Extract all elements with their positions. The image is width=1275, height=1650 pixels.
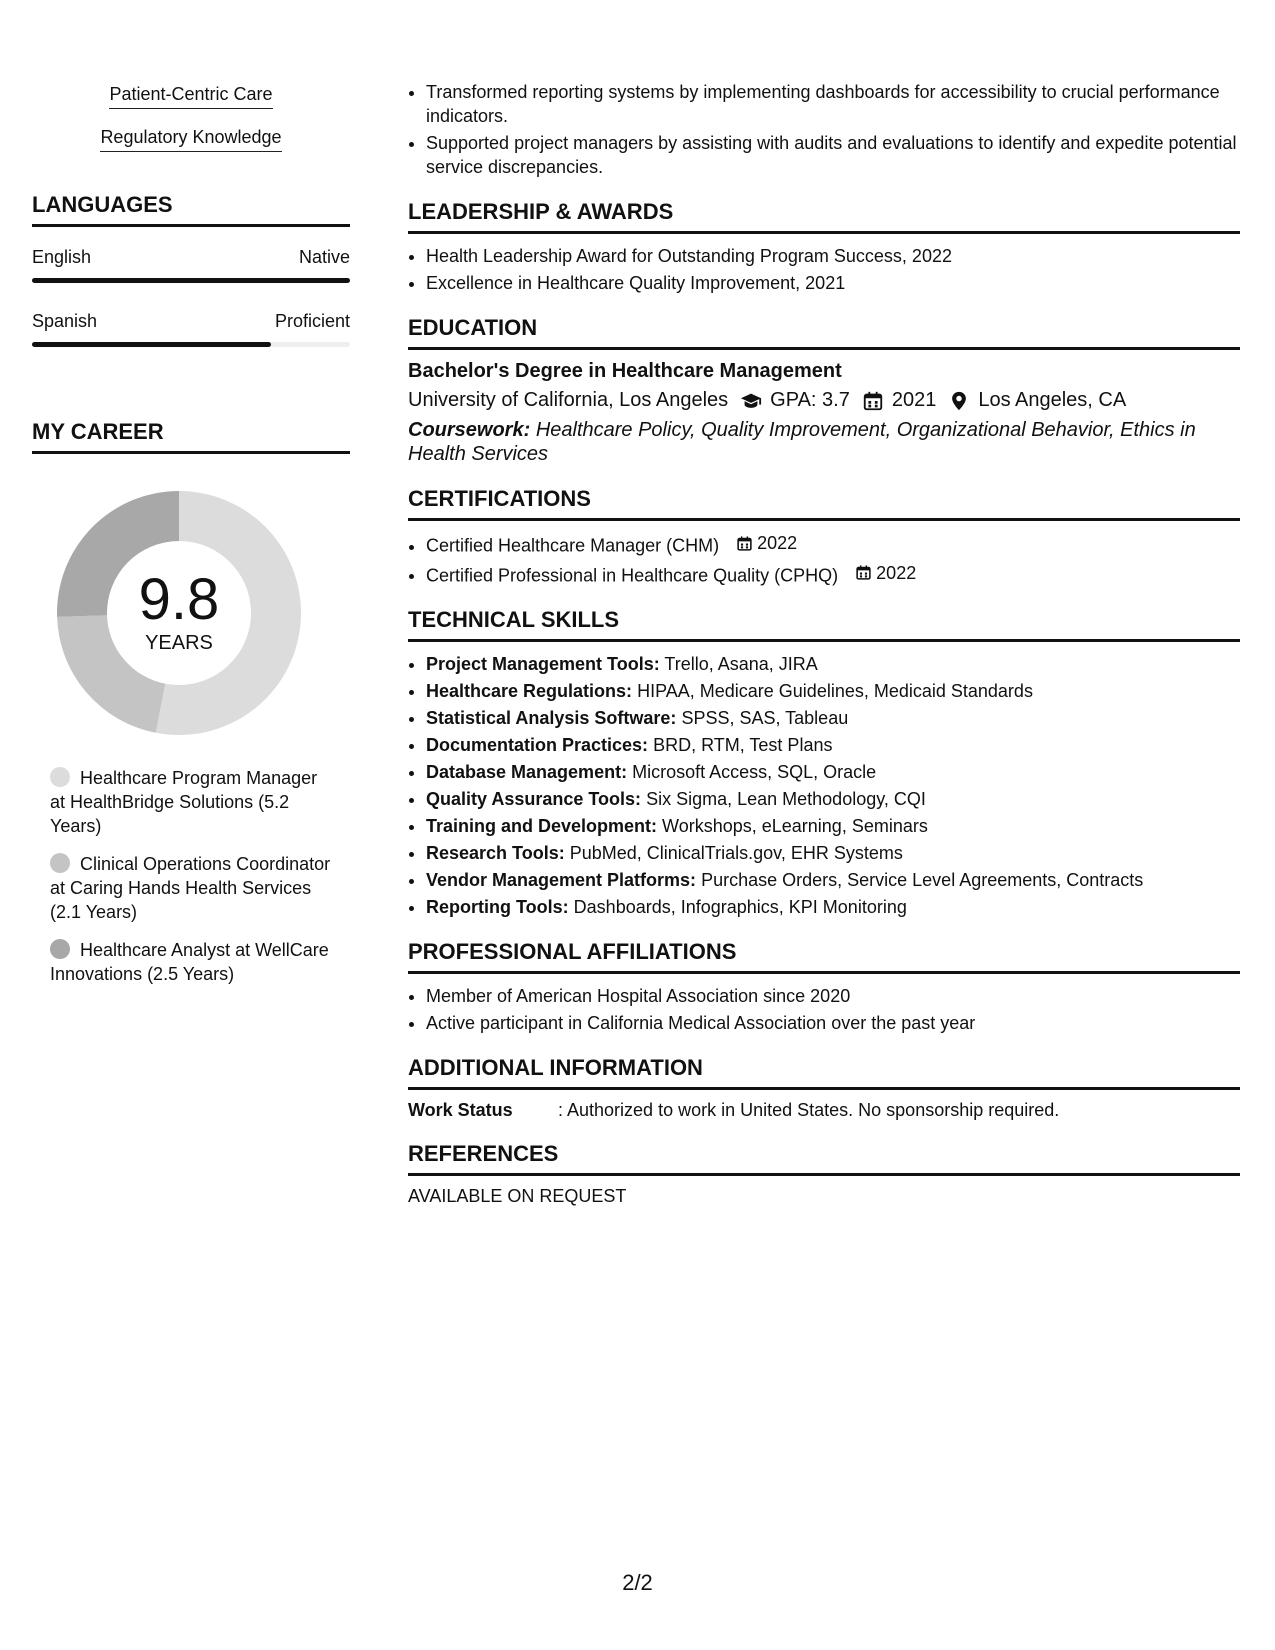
career-donut-chart	[54, 488, 304, 738]
work-status-row	[408, 1100, 1240, 1121]
list-item	[426, 787, 1240, 811]
career-legend	[50, 766, 335, 986]
career-legend-item	[50, 852, 335, 924]
career-legend-text: Clinical Operations Coordinator at Caring Hands Health Services (2.1 Years)	[50, 854, 331, 922]
list-item	[426, 733, 1240, 757]
skill-label: Database Management:	[426, 762, 628, 782]
skill-value: Purchase Orders, Service Level Agreements, Contracts	[701, 870, 1144, 890]
list-item: • Supported project managers by assisting with audits and evaluations to identify and expedite potential service discrepancies.	[426, 131, 1240, 179]
skill-value: Six Sigma, Lean Methodology, CQI	[646, 789, 926, 809]
list-item: • Health Leadership Award for Outstanding Program Success, 2022	[426, 244, 1240, 268]
language-item	[32, 247, 350, 283]
list-item	[426, 868, 1240, 892]
list-item	[426, 679, 1240, 703]
skill-label: Statistical Analysis Software:	[426, 708, 677, 728]
leadership-heading: LEADERSHIP & AWARDS	[408, 199, 1240, 234]
certifications-list	[408, 531, 1240, 587]
calendar-icon	[736, 535, 753, 552]
skill-label: Training and Development:	[426, 816, 658, 836]
education-year: 2021	[891, 389, 937, 411]
skill-value: BRD, RTM, Test Plans	[653, 735, 833, 755]
work-status-value: : Authorized to work in United States. No sponsorship required.	[558, 1100, 1060, 1120]
technical-skills-list	[408, 652, 1240, 919]
skill-label: Quality Assurance Tools:	[426, 789, 642, 809]
affiliations-heading: PROFESSIONAL AFFILIATIONS	[408, 939, 1240, 974]
skill-value: SPSS, SAS, Tableau	[681, 708, 849, 728]
skill-value: PubMed, ClinicalTrials.gov, EHR Systems	[569, 843, 903, 863]
education-gpa: GPA: 3.7	[770, 389, 850, 411]
legend-dot-icon	[50, 939, 70, 959]
page-number: 2/2	[622, 1570, 653, 1595]
certification-name: Certified Healthcare Manager (CHM)	[426, 535, 720, 556]
calendar-icon	[862, 390, 884, 412]
education-coursework	[408, 418, 1240, 466]
skill-tag	[32, 84, 350, 109]
references-heading: REFERENCES	[408, 1141, 1240, 1176]
career-legend-item	[50, 938, 335, 986]
career-legend-item	[50, 766, 335, 838]
skill-tag	[32, 127, 350, 152]
experience-bullets	[408, 80, 1240, 179]
certification-name: Certified Professional in Healthcare Quality (CPHQ)	[426, 565, 839, 585]
skill-label: Documentation Practices:	[426, 735, 649, 755]
career-heading: MY CAREER	[32, 419, 350, 454]
skill-label: Vendor Management Platforms:	[426, 870, 697, 890]
calendar-icon	[855, 564, 872, 581]
certification-year: 2022	[757, 533, 798, 553]
education-degree: Bachelor's Degree in Healthcare Management	[408, 360, 842, 382]
skill-label: Research Tools:	[426, 843, 565, 863]
skill-value: HIPAA, Medicare Guidelines, Medicaid Standards	[637, 681, 1033, 701]
skill-value: Trello, Asana, JIRA	[664, 654, 818, 674]
skill-value: Dashboards, Infographics, KPI Monitoring	[573, 897, 907, 917]
list-item	[426, 814, 1240, 838]
list-item	[426, 895, 1240, 919]
language-level: Proficient	[274, 311, 350, 331]
leadership-list	[408, 244, 1240, 295]
career-legend-text: Healthcare Program Manager at HealthBridge Solutions (5.2 Years)	[50, 768, 318, 836]
education-school: University of California, Los Angeles	[408, 389, 729, 411]
language-bar	[32, 342, 350, 347]
language-level: Native	[298, 247, 350, 267]
language-name: Spanish	[32, 311, 98, 331]
career-legend-text: Healthcare Analyst at WellCare Innovations (2.5 Years)	[50, 940, 329, 984]
list-item: • Excellence in Healthcare Quality Improvement, 2021	[426, 271, 1240, 295]
languages-heading: LANGUAGES	[32, 192, 350, 227]
skill-value: Workshops, eLearning, Seminars	[662, 816, 928, 836]
references-text: AVAILABLE ON REQUEST	[408, 1186, 627, 1206]
skill-tag-label: Regulatory Knowledge	[100, 127, 281, 152]
list-item	[426, 561, 1240, 588]
main-content	[408, 80, 1240, 1207]
legend-dot-icon	[50, 853, 70, 873]
list-item	[426, 841, 1240, 865]
certifications-heading: CERTIFICATIONS	[408, 486, 1240, 521]
coursework-text: Healthcare Policy, Quality Improvement, Organizational Behavior, Ethics in Health Services	[408, 419, 1196, 465]
certification-year: 2022	[876, 562, 917, 583]
list-item	[426, 652, 1240, 676]
list-item	[426, 760, 1240, 784]
affiliations-list	[408, 984, 1240, 1035]
additional-info-heading: ADDITIONAL INFORMATION	[408, 1055, 1240, 1090]
list-item	[426, 531, 1240, 558]
sidebar	[32, 84, 350, 1000]
education-location: Los Angeles, CA	[978, 389, 1127, 411]
technical-skills-heading: TECHNICAL SKILLS	[408, 607, 1240, 642]
skill-label: Project Management Tools:	[426, 654, 660, 674]
list-item: • Active participant in California Medical Association over the past year	[426, 1011, 1240, 1035]
skill-tag-label: Patient-Centric Care	[109, 84, 272, 109]
graduation-cap-icon	[740, 390, 762, 412]
location-pin-icon	[948, 390, 970, 412]
career-unit: YEARS	[145, 632, 213, 654]
coursework-label: Coursework:	[408, 419, 531, 441]
work-status-label: Work Status	[408, 1100, 513, 1120]
language-item	[32, 311, 350, 347]
list-item: • Member of American Hospital Association since 2020	[426, 984, 1240, 1008]
skill-label: Reporting Tools:	[426, 897, 569, 917]
education-meta	[408, 389, 1240, 412]
skill-value: Microsoft Access, SQL, Oracle	[632, 762, 877, 782]
list-item: • Transformed reporting systems by implementing dashboards for accessibility to crucial performance indicators.	[426, 80, 1240, 128]
career-total: 9.8	[138, 567, 220, 632]
language-bar-fill	[32, 342, 271, 347]
language-name: English	[32, 247, 92, 267]
legend-dot-icon	[50, 767, 70, 787]
language-bar-fill	[32, 278, 350, 283]
skill-label: Healthcare Regulations:	[426, 681, 633, 701]
list-item	[426, 706, 1240, 730]
language-bar	[32, 278, 350, 283]
education-heading: EDUCATION	[408, 315, 1240, 350]
